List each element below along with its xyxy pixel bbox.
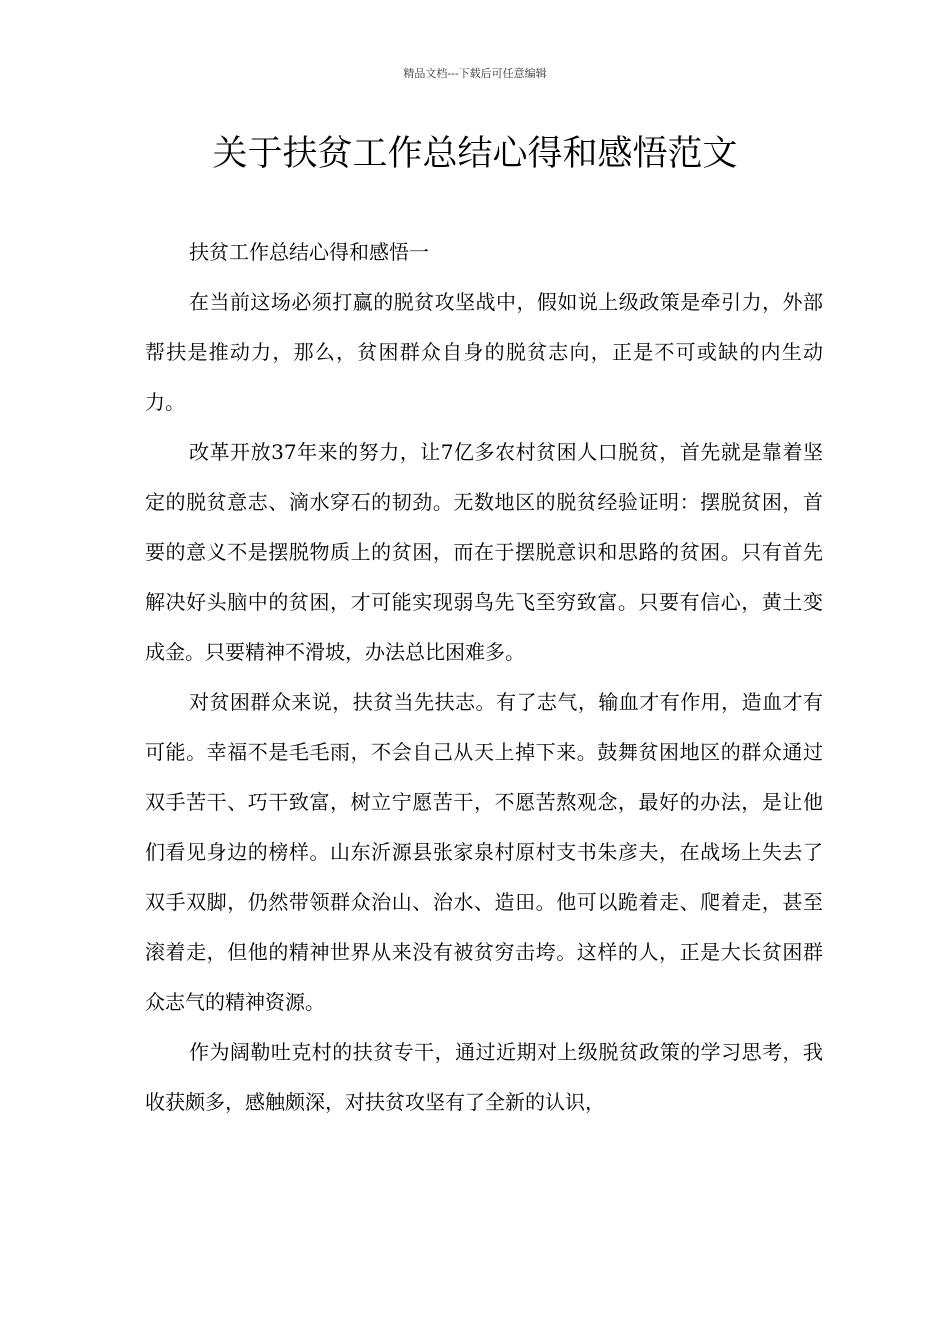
header-note: 精品文档---下载后可任意编辑 bbox=[403, 67, 547, 80]
document-title: 关于扶贫工作总结心得和感悟范文 bbox=[212, 134, 738, 174]
section-heading: 扶贫工作总结心得和感悟一 bbox=[189, 240, 429, 264]
paragraph-3: 对贫困群众来说，扶贫当先扶志。有了志气，输血才有作用，造血才有可能。幸福不是毛毛雨，不会自己从天上掉下来。鼓舞贫困地区的群众通过双手苦干、巧干致富，树立宁愿苦干，不愿苦熬观念，最好的办法，是让他们看见身边的榜样。山东沂源县张家泉村原村支书朱彦夫，在战场上失去了双手双脚，仍然带领群众治山、治水、造田。他可以跪着走、爬着走，甚至滚着走，但他的精神世界从来没有被贫穷击垮。这样的人，正是大长贫困群众志气的精神资源。 bbox=[145, 690, 823, 1014]
paragraph-1: 在当前这场必须打赢的脱贫攻坚战中，假如说上级政策是牵引力，外部帮扶是推动力，那么，贫困群众自身的脱贫志向，正是不可或缺的内生动力。 bbox=[145, 290, 823, 414]
document-body bbox=[145, 227, 823, 1127]
paragraph-4: 作为阔勒吐克村的扶贫专干，通过近期对上级脱贫政策的学习思考，我收获颇多，感触颇深，对扶贫攻坚有了全新的认识， bbox=[145, 1040, 823, 1114]
paragraph-2: 改革开放37年来的努力，让7亿多农村贫困人口脱贫，首先就是靠着坚定的脱贫意志、滴水穿石的韧劲。无数地区的脱贫经验证明：摆脱贫困，首要的意义不是摆脱物质上的贫困，而在于摆脱意识和思路的贫困。只有首先解决好头脑中的贫困，才可能实现弱鸟先飞至穷致富。只要有信心，黄土变成金。只要精神不滑坡，办法总比困难多。 bbox=[145, 440, 823, 664]
